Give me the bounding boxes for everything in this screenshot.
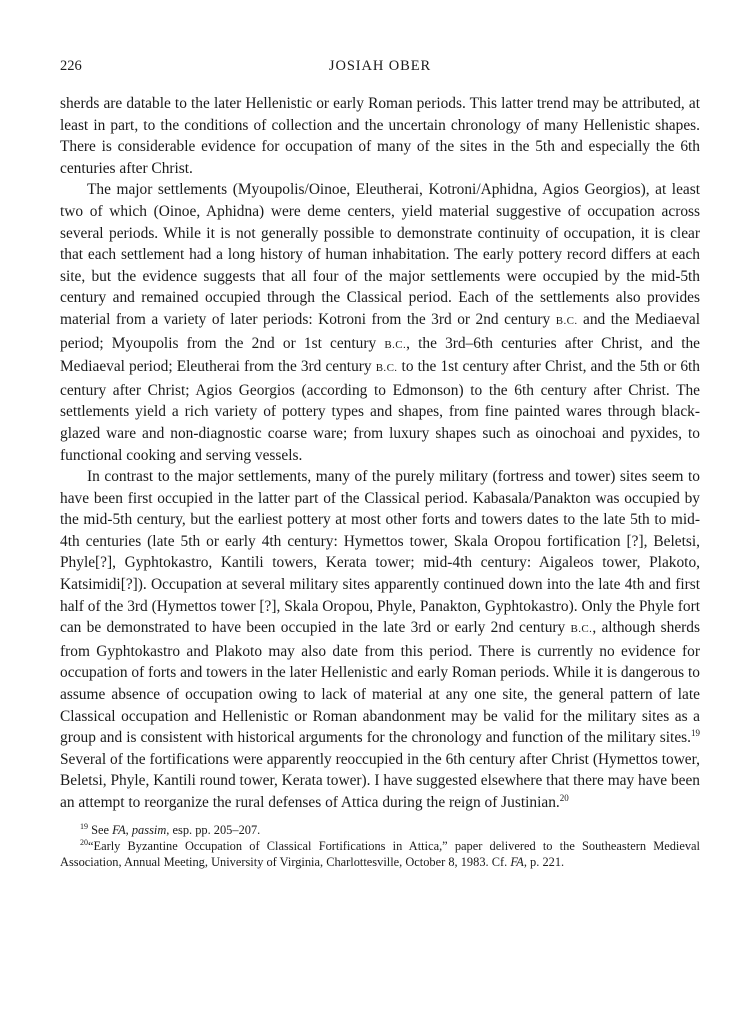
running-head: JOSIAH OBER bbox=[328, 58, 432, 74]
footnote-19-post: , esp. pp. 205–207. bbox=[166, 822, 261, 837]
footnote-20-mark: 20 bbox=[80, 837, 88, 847]
footnote-19-mid: , bbox=[125, 822, 132, 837]
footnote-20-post: , p. 221. bbox=[523, 855, 565, 869]
footnote-19 bbox=[60, 822, 700, 838]
paragraph-3-continued: Several of the fortifications were apparently reoccupied in the 6th century after Christ (Hymettos tower, Beletsi, Phyle, Kantili round tower, Kerata tower). I have suggested elsewhere that there may have been an attempt to reorganize the rural defenses of Attica during the reign of Justinian. bbox=[60, 750, 701, 811]
footnote-19-passim: passim bbox=[131, 822, 167, 837]
footnote-19-abbrev: FA bbox=[112, 822, 126, 837]
footnote-20-abbrev: FA bbox=[510, 855, 524, 869]
page-number: 226 bbox=[60, 58, 82, 74]
era-abbrev: B.C. bbox=[375, 362, 398, 375]
era-abbrev: B.C. bbox=[555, 314, 578, 327]
page-header bbox=[60, 58, 700, 80]
footnote-19-pre: See bbox=[91, 822, 113, 837]
body-text bbox=[60, 93, 700, 814]
era-abbrev: B.C. bbox=[570, 623, 593, 636]
footnote-19-mark: 19 bbox=[80, 821, 88, 831]
era-abbrev: B.C. bbox=[384, 338, 407, 351]
page bbox=[60, 58, 700, 870]
footnote-ref-20[interactable]: 20 bbox=[559, 793, 569, 803]
paragraph-3 bbox=[60, 466, 700, 814]
footnote-20-pre: “Early Byzantine Occupation of Classical Fortifications in Attica,” paper delivered to the Southeastern Medieval Association, Annual Meeting, University of Virginia, Charlottesville, October 8, 1983. Cf. bbox=[60, 838, 700, 869]
paragraph-1: sherds are datable to the later Hellenistic or early Roman periods. This latter trend may be attributed, at least in part, to the conditions of collection and the uncertain chronology of many Hellenistic shapes. There is considerable evidence for occupation of many of the sites in the 5th and especially the 6th centuries after Christ. bbox=[60, 95, 700, 177]
paragraph-3-text: In contrast to the major settlements, many of the purely military (fortress and tower) sites seem to have been first occupied in the latter part of the Classical period. Kabasala/Panakton was occupied by the mid-5th century, but the earliest pottery at most other forts and towers dates to the late 5th to mid-4th centuries (late 5th or early 4th century: Hymettos tower, Skala Oropou fortification [?], Beletsi, Phyle[?], Gyphtokastro, Kantili towers, Kerata tower; mid-4th century: Aigaleos tower, Plakoto, Katsimidi[?]). Occupation at several military sites apparently continued down into the late 4th and first half of the 3rd (Hymettos tower [?], Skala Oropou, Phyle, Panakton, Gyphtokastro). Only the Phyle fort can be demonstrated to have been occupied in the late 3rd or early 2nd century B.C., although sherds from Gyphtokastro and Plakoto may also date from this period. There is currently no evidence for occupation of forts and towers in the later Hellenistic and early Roman periods. While it is dangerous to assume absence of occupation owing to lack of material at any one site, the general pattern of late Classical occupation and Hellenistic or Roman abandonment may be valid for the military sites as a group and is consistent with historical arguments for the chronology and function of the military sites. bbox=[60, 468, 700, 747]
footnotes bbox=[60, 822, 700, 871]
footnote-ref-19[interactable]: 19 bbox=[691, 728, 700, 739]
footnote-20 bbox=[60, 838, 700, 870]
paragraph-2: The major settlements (Myoupolis/Oinoe, Eleutherai, Kotroni/Aphidna, Agios Georgios), at least two of which (Oinoe, Aphidna) were deme centers, yield material suggestive of occupation across several periods. While it is not generally possible to demonstrate continuity of occupation, it is clear that each settlement had a long history of human inhabitation. The early pottery record differs at each site, but the evidence suggests that all four of the major settlements were occupied by the mid-5th century and remained occupied through the Classical period. Each of the settlements also provides material from a variety of later periods: Kotroni from the 3rd or 2nd century B.C. and the Mediaeval period; Myoupolis from the 2nd or 1st century B.C., the 3rd–6th centuries after Christ, and the Mediaeval period; Eleutherai from the 3rd century B.C. to the 1st century after Christ, and the 5th or 6th century after Christ; Agios Georgios (according to Edmonson) to the 6th century after Christ. The settlements yield a rich variety of pottery types and shapes, from fine painted wares through black-glazed ware and non-diagnostic coarse ware; from luxury shapes such as oinochoai and pyxides, to functional cooking and serving vessels. bbox=[60, 181, 700, 464]
